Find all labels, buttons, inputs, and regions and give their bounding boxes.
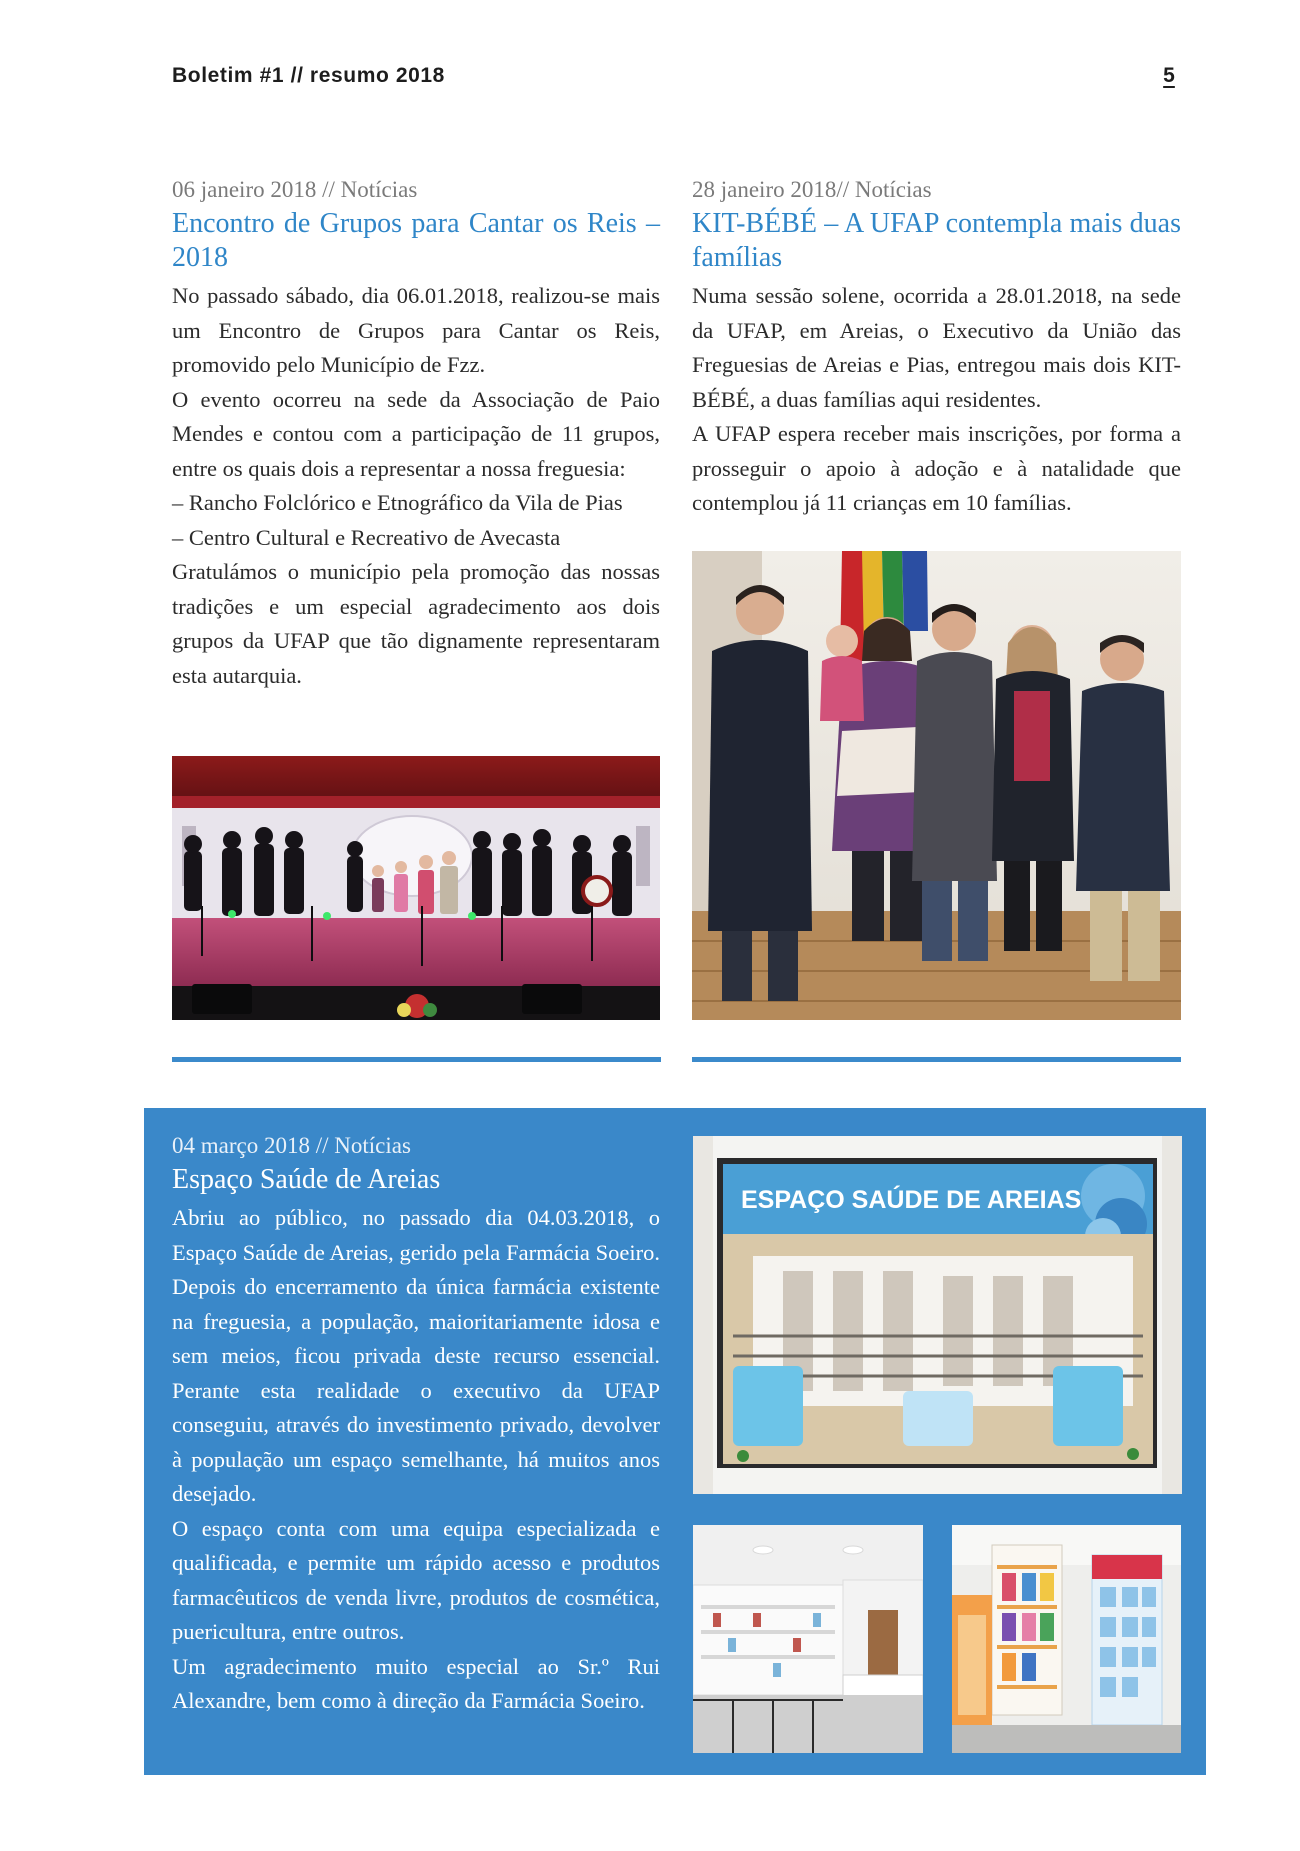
article-paragraph: O espaço conta com uma equipa especializada e qualificada, e permite um rápido acesso e produtos farmacêuticos de venda livre, produtos de cosmética, puericultura, entre outros. bbox=[172, 1515, 660, 1644]
article-meta: 28 janeiro 2018// Notícias bbox=[692, 177, 932, 202]
photo-kit-bebe-families bbox=[692, 551, 1181, 1020]
article-paragraph: No passado sábado, dia 06.01.2018, realizou-se mais um Encontro de Grupos para Cantar os Reis, promovido pelo Município de Fzz. bbox=[172, 283, 660, 377]
article-meta: 06 janeiro 2018 // Notícias bbox=[172, 177, 418, 202]
article-paragraph: – Centro Cultural e Recreativo de Avecasta bbox=[172, 524, 561, 550]
article-meta: 04 março 2018 // Notícias bbox=[172, 1133, 411, 1158]
article-title: Espaço Saúde de Areias bbox=[172, 1164, 441, 1195]
article-kit-bebe bbox=[692, 175, 1181, 521]
article-paragraph: Gratulámos o município pela promoção das nossas tradições e um especial agradecimento aos dois grupos da UFAP que tão dignamente representaram esta autarquia. bbox=[172, 559, 660, 688]
article-paragraph: Abriu ao público, no passado dia 04.03.2018, o Espaço Saúde de Areias, gerido pela Farmácia Soeiro. Depois do encerramento da única farmácia existente na freguesia, a população, maioritariamente idosa e sem meios, ficou privada deste recurso essencial. Perante esta realidade o executivo da UFAP conseguiu, através do investimento privado, devolver à população um espaço semelhante, há muitos anos desejado. bbox=[172, 1205, 660, 1506]
page-number: 5 bbox=[1163, 64, 1175, 87]
section-divider bbox=[172, 1057, 661, 1062]
article-title: Encontro de Grupos para Cantar os Reis – 2018 bbox=[172, 208, 660, 273]
article-paragraph: – Rancho Folclórico e Etnográfico da Vila de Pias bbox=[172, 490, 623, 515]
pharmacy-sign-text: ESPAÇO SAÚDE DE AREIAS bbox=[741, 1186, 1082, 1214]
article-body bbox=[172, 1201, 660, 1719]
bulletin-header: Boletim #1 // resumo 2018 bbox=[172, 64, 445, 87]
section-divider bbox=[692, 1057, 1181, 1062]
photo-pharmacy-storefront bbox=[693, 1136, 1182, 1494]
article-espaco-saude bbox=[172, 1131, 660, 1719]
article-body bbox=[692, 279, 1181, 521]
article-cantar-reis bbox=[172, 175, 660, 693]
article-paragraph: O evento ocorreu na sede da Associação de Paio Mendes e contou com a participação de 11 grupos, entre os quais dois a representar a nossa freguesia: bbox=[172, 386, 660, 481]
photo-pharmacy-interior bbox=[693, 1525, 923, 1753]
article-paragraph: A UFAP espera receber mais inscrições, por forma a prosseguir o apoio à adoção e à natalidade que contemplou já 11 crianças em 10 famílias. bbox=[692, 421, 1181, 515]
photo-pharmacy-displays bbox=[952, 1525, 1181, 1753]
photo-stage-singers bbox=[172, 756, 660, 1020]
article-paragraph: Numa sessão solene, ocorrida a 28.01.2018, na sede da UFAP, em Areias, o Executivo da União das Freguesias de Areias e Pias, entregou mais dois KIT-BÉBÉ, a duas famílias aqui residentes. bbox=[692, 283, 1181, 412]
article-body bbox=[172, 279, 660, 693]
article-paragraph: Um agradecimento muito especial ao Sr.º Rui Alexandre, bem como à direção da Farmácia Soeiro. bbox=[172, 1653, 660, 1713]
article-title: KIT-BÉBÉ – A UFAP contempla mais duas famílias bbox=[692, 208, 1181, 273]
